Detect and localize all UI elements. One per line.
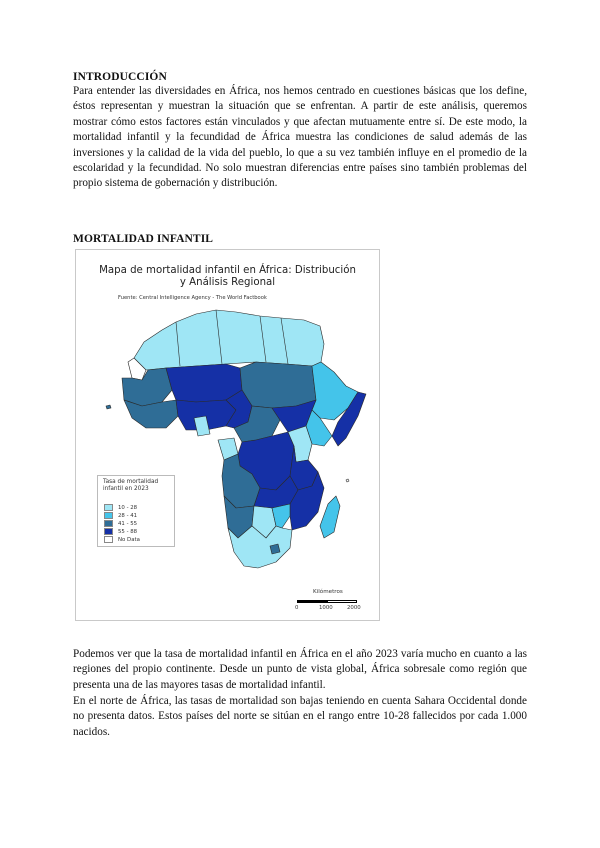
africa-mortality-map-figure xyxy=(75,249,380,621)
legend-title-line1: Tasa de mortalidad xyxy=(103,479,159,485)
scale-tick: 2000 xyxy=(347,605,361,611)
legend-item xyxy=(104,528,137,536)
region-mali-niger xyxy=(166,364,242,402)
legend-swatch xyxy=(104,520,113,527)
africa-map xyxy=(76,250,379,620)
legend-title xyxy=(103,479,158,493)
mortality-paragraph-1: Podemos ver que la tasa de mortalidad infantil en África en el año 2023 varía mucho en cuanto a las regiones del propio continente. Desde un punto de vista global, África sobresale como región que presenta una de las mayores tasas de mortalidad infantil. xyxy=(73,648,527,691)
legend-swatch xyxy=(104,504,113,511)
scale-tick: 1000 xyxy=(319,605,333,611)
legend-item xyxy=(104,536,140,544)
region-west-sahel-a xyxy=(122,368,172,406)
legend-swatch xyxy=(104,528,113,535)
legend-label: No Data xyxy=(118,537,140,543)
legend-label: 10 - 28 xyxy=(118,505,138,511)
region-chad-sudan xyxy=(240,362,316,408)
legend-label: 28 - 41 xyxy=(118,513,138,519)
legend-title-line2: infantil en 2023 xyxy=(103,486,149,492)
region-lesotho xyxy=(270,544,280,554)
intro-paragraph: Para entender las diversidades en África, nos hemos centrado en cuestiones básicas que los define, éstos representan y muestran la situación que se enfrentan. A partir de este análisis, queremos mostrar cómo estos factores están vinculados y que afectan mutuamente entre sí. De este modo, la mortalidad infantil y la fecundidad de África muestra las condiciones de salud además de las inversiones y la calidad de la vida del pueblo, lo que a su vez también influye en el promedio de la escolaridad y la fecundidad. No solo muestran diferencias entre países sino también problemas del propio sistema de gobernación y distribución. xyxy=(73,85,527,190)
legend-swatch xyxy=(104,512,113,519)
scale-title: Kilómetros xyxy=(313,589,343,595)
mortality-paragraph-2: En el norte de África, las tasas de mortalidad son bajas teniendo en cuenta Sahara Occidental donde no presenta datos. Estos países del norte se sitúan en el rango entre 10-28 fallecidos por cada 1.000 nacidos. xyxy=(73,695,527,738)
legend-swatch xyxy=(104,536,113,543)
intro-heading: INTRODUCCIÓN xyxy=(73,71,167,83)
map-scale-bar xyxy=(295,589,359,617)
legend-label: 55 - 88 xyxy=(118,529,138,535)
region-north-africa xyxy=(134,310,324,370)
legend-item xyxy=(104,512,137,520)
region-madagascar xyxy=(320,496,340,538)
mortality-heading: MORTALIDAD INFANTIL xyxy=(73,233,214,245)
region-west-coast xyxy=(124,400,178,428)
legend-item xyxy=(104,520,137,528)
legend-label: 41 - 55 xyxy=(118,521,138,527)
scale-line xyxy=(297,600,357,603)
map-title-line1: Mapa de mortalidad infantil en África: Distribución xyxy=(99,265,356,276)
legend-item xyxy=(104,504,137,512)
map-source: Fuente: Central Intelligence Agency - The World Factbook xyxy=(118,295,267,301)
map-legend xyxy=(97,475,175,547)
map-title-line2: y Análisis Regional xyxy=(179,276,276,288)
scale-tick: 0 xyxy=(295,605,299,611)
